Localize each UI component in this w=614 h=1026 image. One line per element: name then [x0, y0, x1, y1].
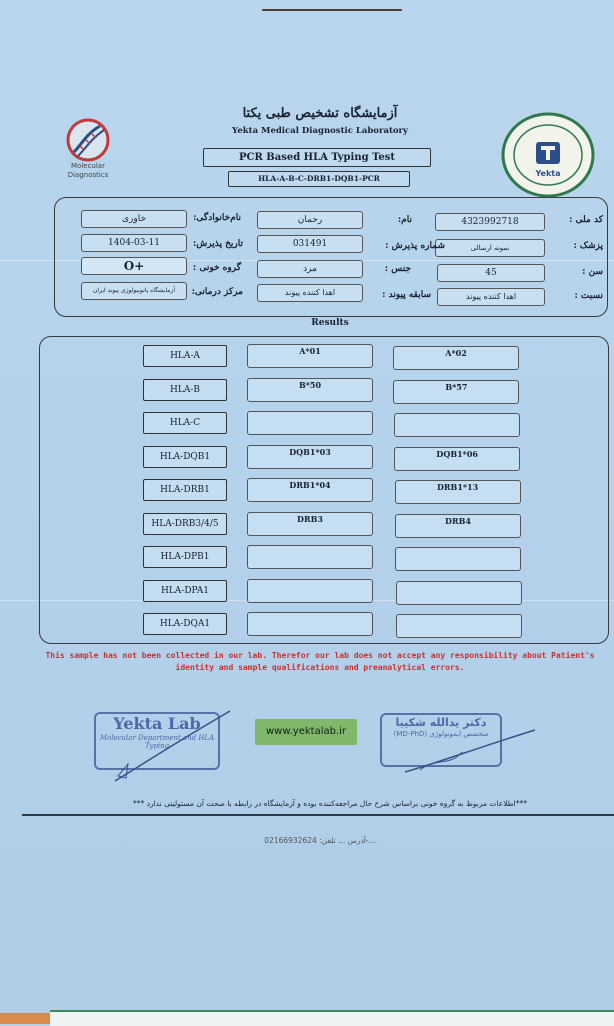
allele-2-field: [394, 413, 520, 437]
doctor-title: (MD-PhD) متخصص ایمونولوژی: [393, 730, 489, 738]
lab-name-persian: آزمایشگاه تشخیص طبی یکتا: [242, 106, 398, 121]
national-code-label: کد ملی :: [569, 215, 603, 225]
signature-stroke: [110, 706, 240, 786]
relation-value: اهدا کننده پیوند: [437, 288, 545, 306]
seal-text: Yekta: [535, 169, 561, 178]
transplant-history-value: اهدا کننده پیوند: [257, 284, 363, 302]
allele-1-field: A*01: [247, 344, 373, 368]
test-title: PCR Based HLA Typing Test: [203, 148, 431, 167]
reception-number-value: 031491: [257, 235, 363, 253]
locus-label: HLA-DRB1: [143, 479, 227, 501]
blood-group-label: گروه خونی :: [192, 263, 241, 273]
allele-2-field: DRB4: [395, 514, 521, 538]
top-edge-line: [262, 9, 402, 11]
allele-1-field: B*50: [247, 378, 373, 402]
stamp-subtitle: Molecular Department and HLA Typing: [99, 734, 215, 750]
blood-group-footnote: ***اطلاعات مربوط به گروه خونی براساس شرح حال مراجعه‌کننده بوده و آزمایشگاه در رابطه با صحت آن مسئولیتی ندارد ***: [132, 799, 527, 808]
results-title: Results: [311, 318, 349, 328]
disclaimer-text: This sample has not been collected in our lab. Therefor our lab does not accept any responsibility about Patient's identity and sample qualifications and preanalytical errors.: [45, 651, 595, 672]
reception-date-value: 1404-03-11: [81, 234, 187, 252]
locus-label: HLA-B: [143, 379, 227, 401]
allele-2-field: DRB1*13: [395, 480, 521, 504]
doctor-signature: [400, 722, 540, 782]
allele-2-field: [396, 581, 522, 605]
gender-value: مرد: [257, 260, 363, 278]
allele-2-field: DQB1*06: [394, 447, 520, 471]
locus-label: HLA-A: [143, 345, 227, 367]
locus-label: HLA-DQA1: [143, 613, 227, 635]
locus-label: HLA-DQB1: [143, 446, 227, 468]
allele-2-field: B*57: [393, 380, 519, 404]
locus-label: HLA-DPB1: [143, 546, 227, 568]
lab-address: آدرس ... تلفن: 02166932624-...: [264, 836, 376, 845]
allele-1-field: [247, 411, 373, 435]
molecular-diagnostics-logo: [60, 118, 116, 162]
locus-label: HLA-DPA1: [143, 580, 227, 602]
allele-1-field: [247, 545, 373, 569]
test-subtitle: HLA-A-B-C-DRB1-DQB1-PCR: [228, 171, 410, 187]
locus-label: HLA-DRB3/4/5: [143, 513, 227, 535]
last-name-value: خاوری: [81, 210, 187, 228]
gender-label: جنس :: [384, 264, 411, 274]
reception-date-label: تاریخ پذیرش:: [192, 239, 243, 249]
treatment-center-label: مرکز درمانی:: [191, 287, 243, 297]
allele-1-field: [247, 612, 373, 636]
last-name-label: نام‌خانوادگی:: [193, 213, 241, 223]
footer-divider: [22, 814, 614, 816]
allele-2-field: A*02: [393, 346, 519, 370]
blood-group-value: O+: [81, 257, 187, 275]
first-name-value: رحمان: [257, 211, 363, 229]
doctor-name: دکتر یدالله شکیبا: [395, 716, 487, 729]
lab-name-english: Yekta Medical Diagnostic Laboratory: [232, 126, 408, 136]
reception-number-label: شماره پذیرش :: [385, 241, 445, 251]
age-label: سن :: [582, 267, 603, 277]
stamp-title: Yekta Lab: [113, 714, 201, 733]
national-code-value: 4323992718: [435, 213, 545, 231]
physician-value: نمونه ارسالی: [435, 239, 545, 257]
allele-1-field: [247, 579, 373, 603]
locus-label: HLA-C: [143, 412, 227, 434]
website-link[interactable]: www.yektalab.ir: [255, 719, 357, 745]
allele-1-field: DRB3: [247, 512, 373, 536]
allele-1-field: DRB1*04: [247, 478, 373, 502]
laboratory-seal-icon: [500, 112, 596, 198]
left-logo-text: Molecular Diagnostics: [67, 162, 109, 179]
relation-label: نسبت :: [574, 291, 603, 301]
treatment-center-value: آزمایشگاه پاتوبیولوژی پیوند ایران: [81, 282, 187, 300]
allele-2-field: [396, 614, 522, 638]
allele-2-field: [395, 547, 521, 571]
patient-info-box: [54, 197, 608, 317]
physician-label: پزشک :: [573, 241, 603, 251]
transplant-history-label: سابقه پیوند :: [382, 290, 431, 300]
allele-1-field: DQB1*03: [247, 445, 373, 469]
age-value: 45: [437, 264, 545, 282]
first-name-label: نام:: [397, 215, 412, 225]
